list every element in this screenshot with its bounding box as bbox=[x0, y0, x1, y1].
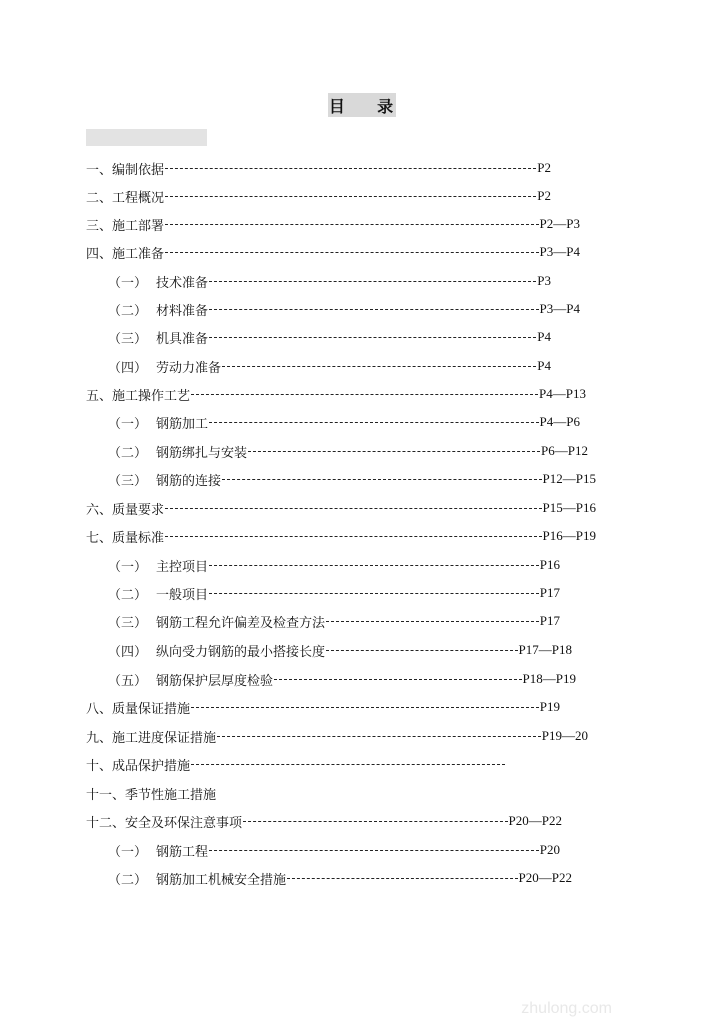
toc-text: 钢筋工程 bbox=[156, 844, 209, 860]
toc-text: 施工部署 bbox=[112, 218, 165, 234]
toc-number: 七、 bbox=[86, 530, 113, 546]
leader-dots bbox=[287, 878, 518, 880]
toc-page: P2 bbox=[537, 188, 551, 203]
toc-number: （四） bbox=[108, 644, 148, 660]
toc-number: 二、 bbox=[86, 190, 113, 206]
toc-entry bbox=[86, 214, 580, 234]
toc-page: P2 bbox=[537, 160, 551, 175]
toc-entry bbox=[86, 186, 551, 206]
toc-text: 质量要求 bbox=[112, 502, 165, 518]
leader-dots bbox=[248, 451, 540, 453]
toc-entry bbox=[108, 868, 572, 888]
toc-page: P17 bbox=[539, 585, 560, 600]
toc-entry bbox=[108, 412, 580, 432]
leader-dots bbox=[274, 679, 522, 681]
toc-entry bbox=[108, 611, 560, 631]
toc-entry bbox=[86, 726, 588, 746]
toc-entry bbox=[86, 697, 560, 717]
toc-number: 十、 bbox=[86, 758, 113, 774]
leader-dots bbox=[165, 508, 542, 510]
toc-number: 四、 bbox=[86, 246, 113, 262]
toc-page: P3—P4 bbox=[539, 301, 580, 316]
leader-dots bbox=[222, 479, 542, 481]
toc-entry bbox=[108, 327, 551, 347]
leader-dots bbox=[209, 565, 539, 567]
toc-page: P15—P16 bbox=[542, 500, 596, 515]
toc-text: 施工进度保证措施 bbox=[112, 730, 217, 746]
highlight-bar bbox=[86, 129, 207, 146]
toc-number: （二） bbox=[108, 587, 148, 603]
toc-page: P17 bbox=[539, 613, 560, 628]
leader-dots bbox=[165, 252, 539, 254]
toc-text: 季节性施工措施 bbox=[125, 787, 217, 803]
toc-entry bbox=[86, 783, 326, 803]
leader-dots bbox=[191, 764, 505, 766]
toc-page: P20—P22 bbox=[508, 813, 562, 828]
toc-number: 三、 bbox=[86, 218, 113, 234]
toc-entry bbox=[86, 498, 596, 518]
toc-entry bbox=[108, 356, 551, 376]
toc-text: 钢筋的连接 bbox=[156, 473, 222, 489]
leader-dots bbox=[209, 850, 539, 852]
toc-number: （一） bbox=[108, 416, 148, 432]
toc-entry bbox=[86, 754, 506, 774]
leader-dots bbox=[326, 621, 539, 623]
toc-page: P17—P18 bbox=[518, 642, 572, 657]
toc-text: 安全及环保注意事项 bbox=[125, 815, 243, 831]
toc-page: P3—P4 bbox=[539, 244, 580, 259]
toc-entry bbox=[86, 384, 586, 404]
leader-dots bbox=[191, 394, 538, 396]
toc-page: P2—P3 bbox=[539, 216, 580, 231]
toc-text: 材料准备 bbox=[156, 303, 209, 319]
toc-number: 十一、 bbox=[86, 787, 126, 803]
toc-text: 钢筋工程允许偏差及检查方法 bbox=[156, 615, 326, 631]
toc-number: 五、 bbox=[86, 388, 113, 404]
leader-dots bbox=[209, 281, 536, 283]
toc-text: 主控项目 bbox=[156, 559, 209, 575]
leader-dots bbox=[209, 422, 539, 424]
leader-dots bbox=[243, 821, 508, 823]
toc-text: 钢筋绑扎与安装 bbox=[156, 445, 248, 461]
toc-entry bbox=[86, 526, 596, 546]
toc-text: 质量标准 bbox=[112, 530, 165, 546]
toc-entry bbox=[108, 469, 596, 489]
toc-number: （一） bbox=[108, 275, 148, 291]
toc-text: 工程概况 bbox=[112, 190, 165, 206]
page-title: 目 录 bbox=[328, 93, 396, 117]
toc-entry bbox=[108, 299, 580, 319]
toc-page: P4 bbox=[537, 329, 551, 344]
toc-text: 一般项目 bbox=[156, 587, 209, 603]
toc-entry bbox=[86, 242, 580, 262]
toc-entry bbox=[108, 840, 560, 860]
toc-text: 编制依据 bbox=[112, 162, 165, 178]
toc-number: 六、 bbox=[86, 502, 113, 518]
toc-entry bbox=[108, 441, 588, 461]
toc-text: 成品保护措施 bbox=[112, 758, 191, 774]
leader-dots bbox=[165, 536, 542, 538]
toc-entry bbox=[108, 271, 551, 291]
toc-text: 机具准备 bbox=[156, 331, 209, 347]
watermark: zhulong.com bbox=[521, 1000, 612, 1017]
leader-dots bbox=[326, 650, 518, 652]
toc-entry bbox=[108, 640, 572, 660]
leader-dots bbox=[165, 224, 539, 226]
toc-text: 质量保证措施 bbox=[112, 701, 191, 717]
toc-page: P16 bbox=[539, 557, 560, 572]
toc-page: P19—20 bbox=[541, 728, 588, 743]
toc-text: 施工操作工艺 bbox=[112, 388, 191, 404]
toc-entry bbox=[108, 669, 576, 689]
leader-dots bbox=[191, 707, 539, 709]
toc-page: P12—P15 bbox=[542, 471, 596, 486]
toc-page: P18—P19 bbox=[522, 671, 576, 686]
toc-entry bbox=[108, 555, 560, 575]
toc-entry bbox=[108, 583, 560, 603]
toc-text: 钢筋加工机械安全措施 bbox=[156, 872, 287, 888]
toc-text: 施工准备 bbox=[112, 246, 165, 262]
leader-dots bbox=[217, 736, 541, 738]
leader-dots bbox=[222, 366, 536, 368]
toc-number: （三） bbox=[108, 331, 148, 347]
toc-number: （一） bbox=[108, 844, 148, 860]
toc-number: （四） bbox=[108, 360, 148, 376]
toc-number: （二） bbox=[108, 872, 148, 888]
toc-page: P6—P12 bbox=[541, 443, 588, 458]
toc-text: 劳动力准备 bbox=[156, 360, 222, 376]
toc-number: 九、 bbox=[86, 730, 113, 746]
leader-dots bbox=[209, 593, 539, 595]
toc-text: 技术准备 bbox=[156, 275, 209, 291]
toc-text: 钢筋保护层厚度检验 bbox=[156, 673, 274, 689]
toc-page: P19 bbox=[539, 699, 560, 714]
toc-entry bbox=[86, 158, 551, 178]
toc-text: 纵向受力钢筋的最小搭接长度 bbox=[156, 644, 326, 660]
toc-page: P3 bbox=[537, 273, 551, 288]
toc-number: 十二、 bbox=[86, 815, 126, 831]
toc-number: （二） bbox=[108, 445, 148, 461]
leader-dots bbox=[165, 196, 536, 198]
toc-page: P20—P22 bbox=[518, 870, 572, 885]
toc-number: （五） bbox=[108, 673, 148, 689]
toc-number: 八、 bbox=[86, 701, 113, 717]
toc-page: P16—P19 bbox=[542, 528, 596, 543]
leader-dots bbox=[209, 309, 539, 311]
toc-page: P4—P6 bbox=[539, 414, 580, 429]
toc-number: （三） bbox=[108, 473, 148, 489]
toc-page: P4 bbox=[537, 358, 551, 373]
toc-number: 一、 bbox=[86, 162, 113, 178]
toc-number: （一） bbox=[108, 559, 148, 575]
toc-number: （三） bbox=[108, 615, 148, 631]
leader-dots bbox=[209, 337, 536, 339]
toc-entry bbox=[86, 811, 562, 831]
toc-number: （二） bbox=[108, 303, 148, 319]
toc-page: P20 bbox=[539, 842, 560, 857]
toc-text: 钢筋加工 bbox=[156, 416, 209, 432]
toc-page: P4—P13 bbox=[539, 386, 586, 401]
leader-dots bbox=[165, 168, 536, 170]
